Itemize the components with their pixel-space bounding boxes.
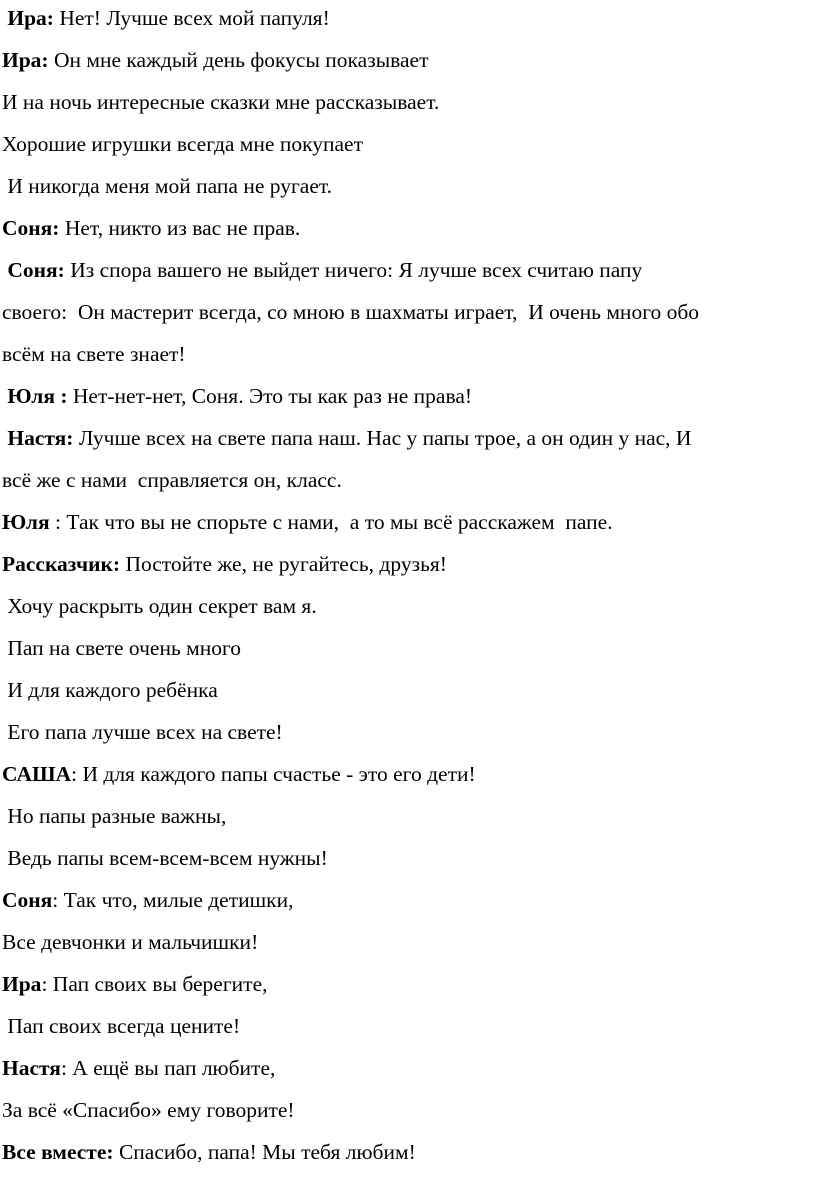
script-line — [2, 1047, 814, 1089]
speaker-name: Соня: — [2, 258, 65, 282]
line-text: Пап на свете очень много — [2, 636, 242, 660]
line-text: Ведь папы всем-всем-всем нужны! — [2, 846, 328, 870]
script-line — [2, 81, 814, 123]
speaker-name: Ира: — [2, 48, 49, 72]
script-line — [2, 375, 814, 417]
speaker-name: Юля : — [2, 384, 68, 408]
line-text: Постойте же, не ругайтесь, друзья! — [120, 552, 447, 576]
line-text: Все девчонки и мальчишки! — [2, 930, 259, 954]
script-line — [2, 963, 814, 1005]
script-line — [2, 1005, 814, 1047]
line-text: : Так что, милые детишки, — [52, 888, 294, 912]
script-line — [2, 123, 814, 165]
script-line — [2, 1131, 814, 1173]
script-line — [2, 753, 814, 795]
line-text: своего: Он мастерит всегда, со мною в шахматы играет, И очень много обо — [2, 300, 700, 324]
script-line — [2, 291, 814, 333]
line-text: За всё «Спасибо» ему говорите! — [2, 1098, 295, 1122]
line-text: Спасибо, папа! Мы тебя любим! — [113, 1140, 416, 1164]
line-text: Пап своих всегда цените! — [2, 1014, 241, 1038]
line-text: Из спора вашего не выйдет ничего: Я лучше всех считаю папу — [64, 258, 643, 282]
speaker-name: Ира: — [2, 6, 54, 30]
speaker-name: Юля — [2, 510, 50, 534]
line-text: Хочу раскрыть один секрет вам я. — [2, 594, 317, 618]
script-line — [2, 1089, 814, 1131]
line-text: Нет, никто из вас не прав. — [59, 216, 301, 240]
script-line — [2, 501, 814, 543]
script-line — [2, 249, 814, 291]
script-line — [2, 585, 814, 627]
script-line — [2, 795, 814, 837]
speaker-name: Соня — [2, 888, 53, 912]
speaker-name: САША — [2, 762, 72, 786]
line-text: И никогда меня мой папа не ругает. — [2, 174, 333, 198]
document-page — [2, 0, 814, 1173]
line-text: И на ночь интересные сказки мне рассказывает. — [2, 90, 440, 114]
speaker-name: Настя: — [2, 426, 74, 450]
line-text: : И для каждого папы счастье - это его дети! — [71, 762, 476, 786]
script-line — [2, 333, 814, 375]
script-line — [2, 711, 814, 753]
script-line — [2, 837, 814, 879]
speaker-name: Соня: — [2, 216, 60, 240]
line-text: Он мне каждый день фокусы показывает — [48, 48, 429, 72]
script-line — [2, 543, 814, 585]
line-text: Нет-нет-нет, Соня. Это ты как раз не права! — [67, 384, 473, 408]
line-text: : Так что вы не спорьте с нами, а то мы всё расскажем папе. — [49, 510, 613, 534]
speaker-name: Все вместе: — [2, 1140, 114, 1164]
speaker-name: Ира — [2, 972, 42, 996]
line-text: : А ещё вы пап любите, — [60, 1056, 276, 1080]
script-line — [2, 39, 814, 81]
script-line — [2, 417, 814, 459]
line-text: И для каждого ребёнка — [2, 678, 218, 702]
script-line — [2, 627, 814, 669]
line-text: Его папа лучше всех на свете! — [2, 720, 283, 744]
script-line — [2, 669, 814, 711]
line-text: всё же с нами справляется он, класс. — [2, 468, 342, 492]
speaker-name: Рассказчик: — [2, 552, 121, 576]
speaker-name: Настя — [2, 1056, 61, 1080]
script-line — [2, 207, 814, 249]
line-text: всём на свете знает! — [2, 342, 186, 366]
script-line — [2, 459, 814, 501]
line-text: Нет! Лучше всех мой папуля! — [53, 6, 330, 30]
line-text: Хорошие игрушки всегда мне покупает — [2, 132, 363, 156]
script-line — [2, 879, 814, 921]
line-text: Но папы разные важны, — [2, 804, 227, 828]
script-line — [2, 921, 814, 963]
script-line — [2, 0, 814, 39]
script-line — [2, 165, 814, 207]
line-text: Лучше всех на свете папа наш. Нас у папы трое, а он один у нас, И — [73, 426, 692, 450]
line-text: : Пап своих вы берегите, — [41, 972, 268, 996]
